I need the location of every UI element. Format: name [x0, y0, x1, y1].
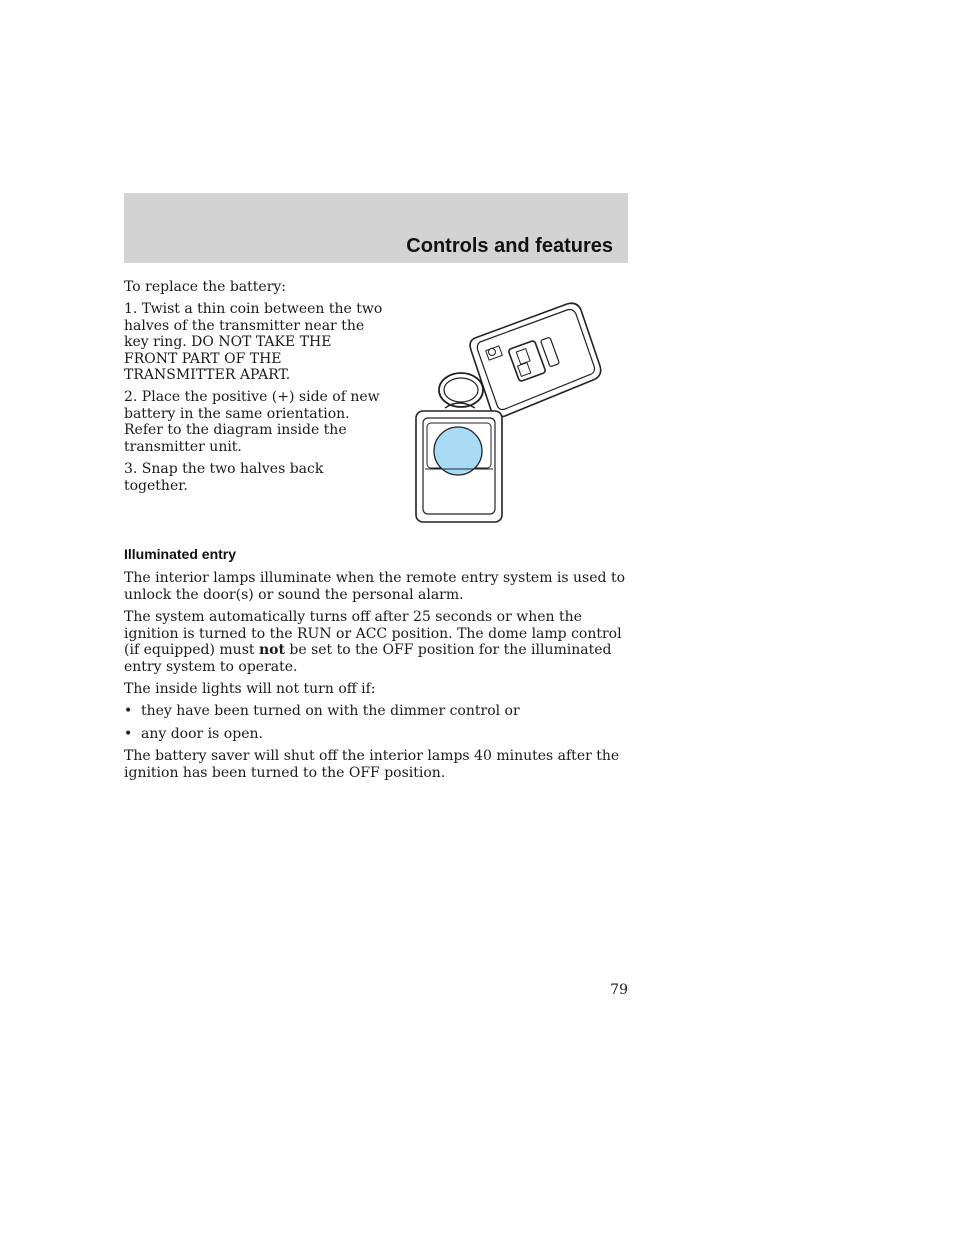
battery-step-3: 3. Snap the two halves back together. — [124, 461, 324, 494]
illuminated-entry-heading: Illuminated entry — [124, 546, 237, 562]
illuminated-p2-bold: not — [258, 642, 285, 658]
illuminated-paragraph-1: The interior lamps illuminate when the remote entry system is used to unlock the door(s) or sound the personal alarm. — [124, 570, 625, 603]
header-band — [124, 193, 628, 263]
bullet-icon: • — [124, 703, 133, 719]
bullet-text: they have been turned on with the dimmer control or — [141, 703, 520, 719]
bullet-text: any door is open. — [141, 726, 263, 742]
page-number: 79 — [610, 982, 628, 998]
section-title: Controls and features — [406, 235, 613, 257]
key-ring — [439, 373, 483, 407]
battery-coin — [434, 427, 482, 475]
battery-step-2: 2. Place the positive (+) side of new battery in the same orientation. Refer to the diagram inside the transmitter unit. — [124, 389, 380, 455]
illuminated-p2-start: The system automatically turns off after 25 seconds or when the ignition is turned to the RUN or ACC position. The dome lamp control (if equipped) must — [124, 609, 622, 658]
illuminated-paragraph-4: The battery saver will shut off the interior lamps 40 minutes after the ignition has been turned to the OFF position. — [124, 748, 620, 781]
battery-step-1: 1. Twist a thin coin between the two halves of the transmitter near the key ring. DO NOT TAKE THE FRONT PART OF THE TRANSMITTER APART. — [124, 301, 383, 383]
illuminated-paragraph-2 — [124, 609, 630, 675]
transmitter-back-half — [416, 411, 502, 522]
battery-intro: To replace the battery: — [124, 279, 287, 295]
transmitter-illustration — [405, 298, 610, 528]
bullet-icon: • — [124, 726, 133, 742]
illuminated-paragraph-3: The inside lights will not turn off if: — [124, 681, 376, 697]
illuminated-p2-end: be set to the OFF position for the illuminated entry system to operate. — [124, 642, 612, 675]
transmitter-front-half — [470, 303, 601, 417]
